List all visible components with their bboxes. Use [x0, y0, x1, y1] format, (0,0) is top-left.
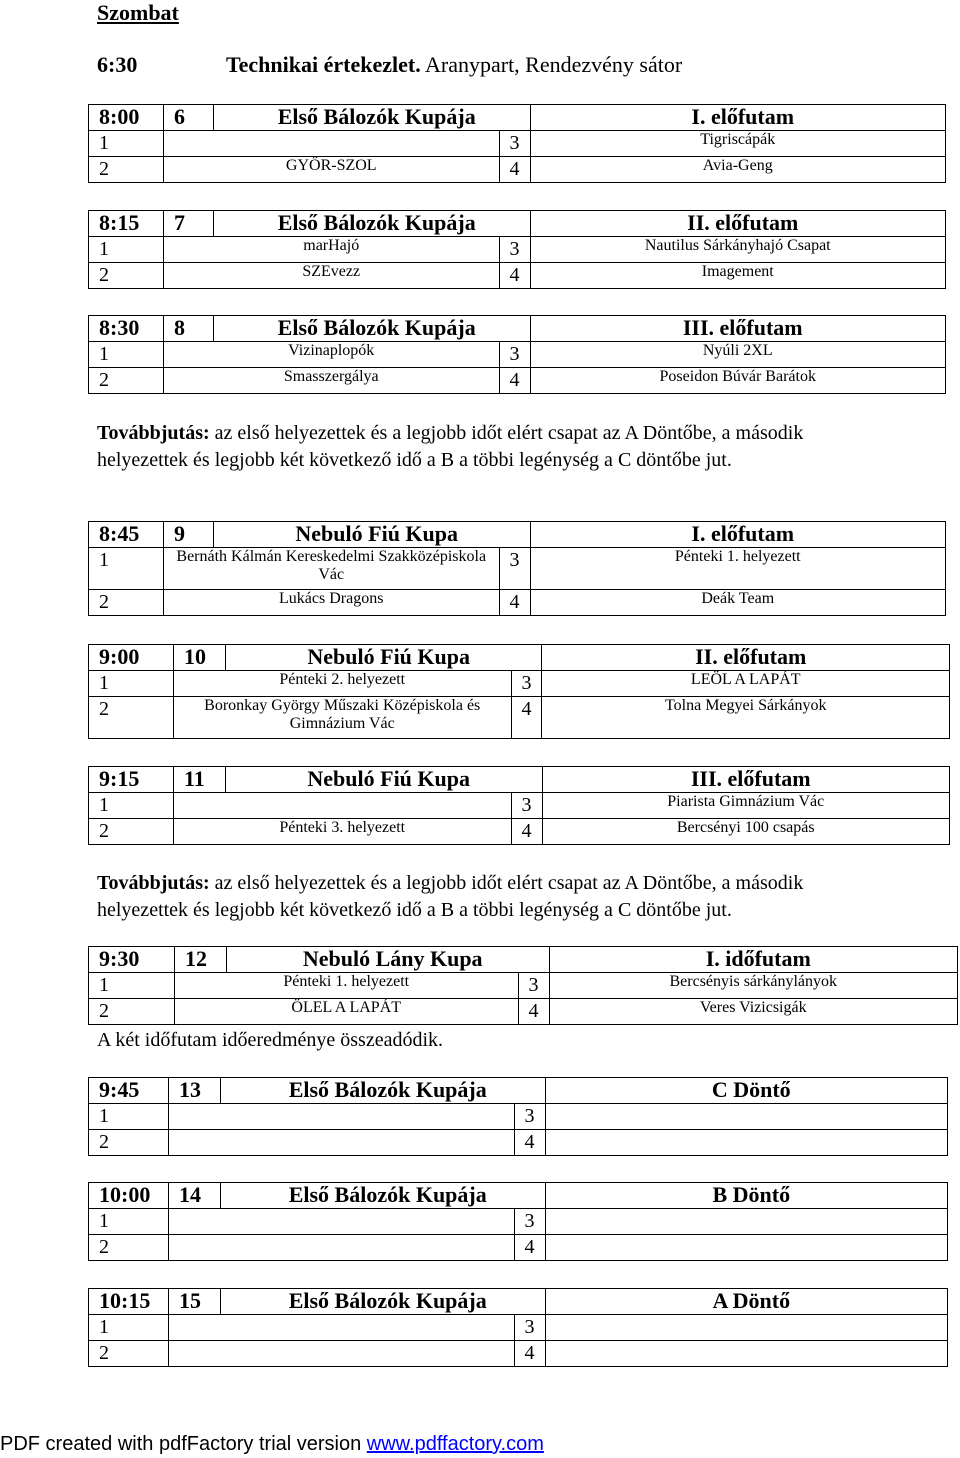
briefing-title: Technikai értekezlet. [226, 52, 421, 77]
race-event: Nebuló Fiú Kupa [225, 767, 542, 793]
race-number: 15 [168, 1289, 220, 1315]
race-event: Nebuló Fiú Kupa [213, 522, 530, 548]
lane-number: 4 [511, 819, 542, 845]
lane-number: 3 [514, 1104, 545, 1130]
lane-team [168, 1130, 514, 1156]
race-round: B Döntő [545, 1183, 947, 1209]
lane-team [173, 793, 511, 819]
lane-team: Poseidon Búvár Barátok [530, 368, 946, 394]
race-event: Első Bálozók Kupája [220, 1289, 545, 1315]
race-table [88, 946, 958, 1025]
lane-number: 3 [514, 1315, 545, 1341]
day-heading: Szombat [97, 0, 179, 25]
lane-team: Pénteki 1. helyezett [174, 973, 518, 999]
lane-team: Nautilus Sárkányhajó Csapat [530, 237, 945, 263]
race-table [88, 104, 946, 183]
lane-number: 4 [514, 1235, 545, 1261]
lane-row [89, 697, 950, 739]
lane-row [89, 590, 946, 616]
lane-row [89, 973, 958, 999]
lane-row [89, 342, 946, 368]
lane-row [89, 368, 946, 394]
race-event: Első Bálozók Kupája [220, 1183, 545, 1209]
lane-team: SZEvezz [163, 263, 499, 289]
lane-team [545, 1235, 947, 1261]
lane-row [89, 237, 946, 263]
race-number: 12 [174, 947, 226, 973]
lane-number: 1 [89, 1209, 169, 1235]
race-round: III. előfutam [530, 316, 946, 342]
lane-team: Tolna Megyei Sárkányok [542, 697, 950, 739]
lane-team: Boronkay György Műszaki Középiskola és Gimnázium Vác [173, 697, 511, 739]
advancement-text: az első helyezettek és a legjobb időt elért csapat az A Döntőbe, a második helyezettek és legjobb két következő idő a B a többi legénység a C döntőbe jut. [97, 872, 804, 921]
race-time: 8:15 [89, 211, 164, 237]
lane-team [168, 1235, 514, 1261]
race-number: 6 [163, 105, 213, 131]
race-round: II. előfutam [542, 645, 950, 671]
race-time: 8:30 [89, 316, 164, 342]
race-time: 9:45 [89, 1078, 169, 1104]
pdf-footer [0, 1432, 544, 1456]
lane-team: GYŐR-SZOL [163, 157, 499, 183]
race-table [88, 210, 946, 289]
lane-number: 1 [89, 342, 164, 368]
race-time: 10:15 [89, 1289, 169, 1315]
lane-row [89, 1130, 948, 1156]
race-round: C Döntő [545, 1078, 947, 1104]
lane-team: Pénteki 2. helyezett [173, 671, 511, 697]
lane-team: Lukács Dragons [163, 590, 499, 616]
lane-team: Bercsényi 100 csapás [542, 819, 950, 845]
lane-row [89, 1235, 948, 1261]
time-sum-note: A két időfutam időeredménye összeadódik. [97, 1029, 444, 1051]
lane-number: 1 [89, 671, 174, 697]
race-round: I. előfutam [530, 105, 945, 131]
lane-number: 1 [89, 1315, 169, 1341]
lane-team: LEÖL A LAPÁT [542, 671, 950, 697]
lane-row [89, 157, 946, 183]
lane-number: 3 [499, 342, 530, 368]
lane-number: 3 [511, 671, 542, 697]
race-time: 10:00 [89, 1183, 169, 1209]
lane-team: Vizinaplopók [163, 342, 499, 368]
lane-row [89, 1315, 948, 1341]
briefing-time: 6:30 [97, 52, 138, 77]
lane-row [89, 1209, 948, 1235]
lane-number: 2 [89, 1235, 169, 1261]
footer-link[interactable]: www.pdffactory.com [366, 1433, 544, 1455]
race-table [88, 644, 950, 739]
race-table [88, 315, 946, 394]
race-event: Első Bálozók Kupája [213, 316, 530, 342]
lane-team [168, 1341, 514, 1367]
lane-team: Avia-Geng [530, 157, 945, 183]
race-event: Első Bálozók Kupája [220, 1078, 545, 1104]
lane-row [89, 1341, 948, 1367]
lane-number: 4 [514, 1341, 545, 1367]
lane-number: 4 [511, 697, 542, 739]
lane-number: 1 [89, 131, 164, 157]
lane-team [163, 131, 499, 157]
lane-number: 2 [89, 157, 164, 183]
lane-row [89, 263, 946, 289]
race-time: 8:45 [89, 522, 164, 548]
race-event: Nebuló Lány Kupa [226, 947, 549, 973]
race-time: 9:15 [89, 767, 174, 793]
lane-team [545, 1341, 947, 1367]
lane-row [89, 131, 946, 157]
lane-number: 1 [89, 1104, 169, 1130]
lane-team: Nyúli 2XL [530, 342, 946, 368]
lane-number: 4 [499, 157, 530, 183]
lane-team: marHajó [163, 237, 499, 263]
race-time: 9:30 [89, 947, 175, 973]
lane-team: Tigriscápák [530, 131, 945, 157]
lane-team [168, 1104, 514, 1130]
race-event: Első Bálozók Kupája [213, 105, 530, 131]
lane-number: 1 [89, 973, 175, 999]
lane-team: Veres Vizicsigák [549, 999, 958, 1025]
lane-number: 2 [89, 697, 174, 739]
technical-briefing [97, 52, 682, 78]
lane-number: 3 [518, 973, 549, 999]
advancement-note-2 [97, 870, 897, 924]
lane-row [89, 819, 950, 845]
lane-number: 2 [89, 999, 175, 1025]
lane-team: Imagement [530, 263, 945, 289]
lane-number: 3 [499, 237, 530, 263]
race-event: Első Bálozók Kupája [213, 211, 530, 237]
lane-number: 2 [89, 1341, 169, 1367]
lane-number: 4 [499, 263, 530, 289]
race-table [88, 1288, 948, 1367]
lane-number: 3 [499, 131, 530, 157]
lane-number: 4 [499, 368, 530, 394]
race-number: 14 [168, 1183, 220, 1209]
race-round: I. időfutam [549, 947, 958, 973]
lane-team [168, 1315, 514, 1341]
lane-row [89, 793, 950, 819]
lane-number: 1 [89, 793, 174, 819]
footer-text: PDF created with pdfFactory trial version [0, 1433, 367, 1455]
race-number: 8 [163, 316, 213, 342]
lane-number: 4 [499, 590, 530, 616]
race-table [88, 521, 946, 616]
lane-number: 1 [89, 548, 164, 590]
briefing-place: Aranypart, Rendezvény sátor [425, 52, 683, 77]
lane-team: Pénteki 1. helyezett [530, 548, 945, 590]
race-round: II. előfutam [530, 211, 945, 237]
advancement-note-1 [97, 420, 897, 474]
race-number: 9 [163, 522, 213, 548]
lane-row [89, 671, 950, 697]
lane-number: 3 [511, 793, 542, 819]
lane-team [545, 1315, 947, 1341]
race-table [88, 1077, 948, 1156]
lane-team: Bercsényis sárkánylányok [549, 973, 958, 999]
lane-team [545, 1130, 947, 1156]
lane-team: Piarista Gimnázium Vác [542, 793, 950, 819]
advancement-label: Továbbjutás: [97, 422, 210, 444]
lane-team [545, 1104, 947, 1130]
lane-row [89, 548, 946, 590]
advancement-text: az első helyezettek és a legjobb időt elért csapat az A Döntőbe, a második helyezettek és legjobb két következő idő a B a többi legénység a C döntőbe jut. [97, 422, 804, 471]
lane-team [168, 1209, 514, 1235]
race-number: 7 [163, 211, 213, 237]
race-number: 11 [173, 767, 225, 793]
race-number: 10 [173, 645, 225, 671]
race-time: 9:00 [89, 645, 174, 671]
lane-team: Deák Team [530, 590, 945, 616]
race-number: 13 [168, 1078, 220, 1104]
lane-number: 2 [89, 590, 164, 616]
lane-number: 4 [514, 1130, 545, 1156]
lane-number: 2 [89, 819, 174, 845]
race-round: I. előfutam [530, 522, 945, 548]
lane-number: 2 [89, 263, 164, 289]
lane-team: Bernáth Kálmán Kereskedelmi Szakközépiskola Vác [163, 548, 499, 590]
lane-team: Smasszergálya [163, 368, 499, 394]
lane-number: 3 [514, 1209, 545, 1235]
lane-number: 3 [499, 548, 530, 590]
lane-number: 2 [89, 1130, 169, 1156]
race-round: III. előfutam [542, 767, 950, 793]
race-event: Nebuló Fiú Kupa [225, 645, 542, 671]
lane-row [89, 999, 958, 1025]
lane-number: 4 [518, 999, 549, 1025]
advancement-label: Továbbjutás: [97, 872, 210, 894]
lane-number: 2 [89, 368, 164, 394]
race-time: 8:00 [89, 105, 164, 131]
lane-team: ÖLEL A LAPÁT [174, 999, 518, 1025]
race-table [88, 766, 950, 845]
lane-number: 1 [89, 237, 164, 263]
race-round: A Döntő [545, 1289, 947, 1315]
lane-team: Pénteki 3. helyezett [173, 819, 511, 845]
lane-row [89, 1104, 948, 1130]
race-table [88, 1182, 948, 1261]
lane-team [545, 1209, 947, 1235]
